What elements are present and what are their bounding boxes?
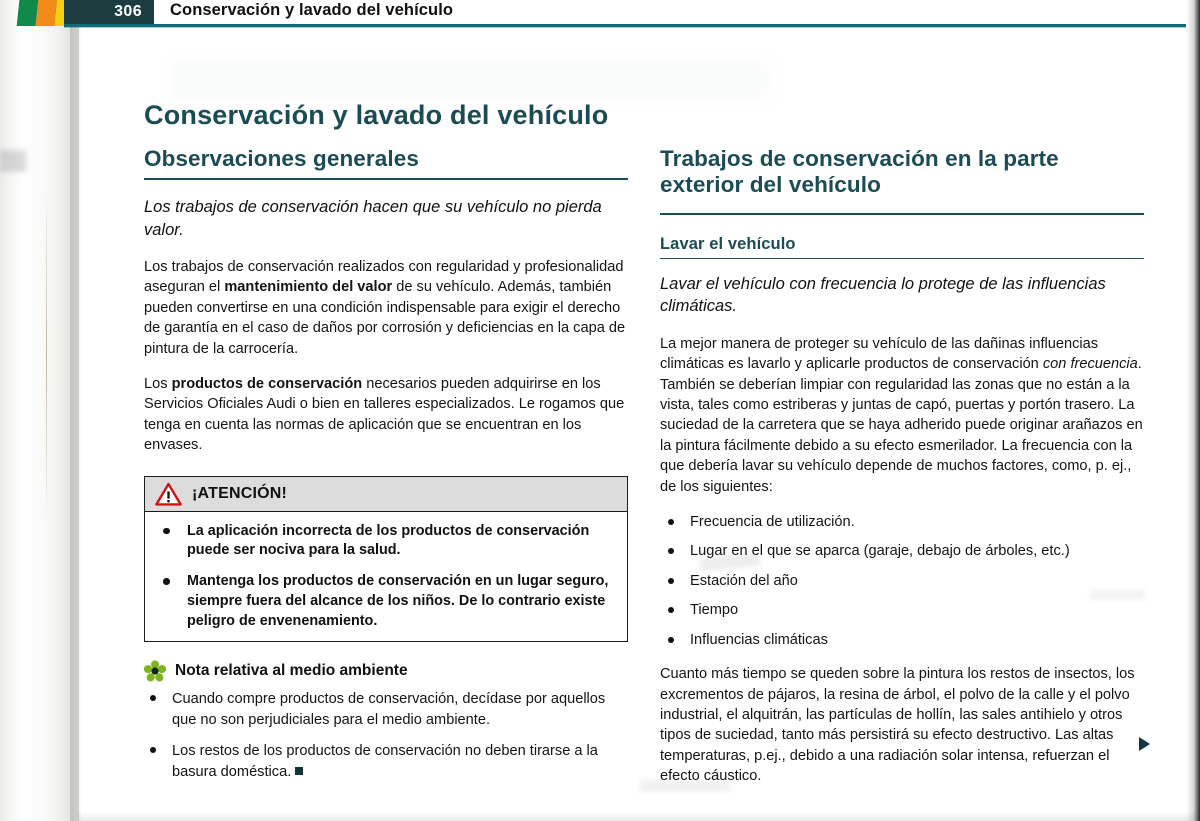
end-of-section-marker [295, 767, 303, 775]
sub-heading-lavar: Lavar el vehículo [660, 234, 796, 253]
lead-paragraph-left: Los trabajos de conservación hacen que su vehículo no pierda valor. [144, 198, 602, 239]
rpara1-italic: con frecuencia [1042, 356, 1138, 373]
para2-part-a: Los [144, 375, 172, 392]
list-item: Estación del año [660, 571, 1144, 591]
page-title: Conservación y lavado del vehículo [144, 100, 609, 131]
para1-part-c: de su vehículo. Además, también pueden convertirse en una condición indispensable para exigir el derecho de garantía en el caso de daños por corrosión y deficiencias en la capa de pintura de la carrocería. [144, 279, 626, 357]
environment-note-title: Nota relativa al medio ambiente [175, 662, 408, 680]
attention-title: ¡ATENCIÓN! [192, 484, 288, 502]
environment-note-list [144, 689, 628, 782]
page-right-edge [1186, 0, 1200, 821]
left-column [144, 146, 628, 793]
environment-note-header [144, 660, 628, 682]
right-column [660, 146, 1144, 802]
para1-part-a: Los trabajos de conservación realizados con regularidad y profesionalidad aseguran el [144, 258, 624, 296]
rpara1-part-c: . También se deberían limpiar con regularidad las zonas que no están a la vista, tales como estriberas y juntas de capó, puertas y portón trasero. La suciedad de la carretera que se haya adherido puede originar arañazos en la pintura fácilmente debido a su efecto esmerilador. La frecuencia con la que debería lavar su vehículo depende de muchos factores, como, p. ej., de los siguientes: [660, 356, 1143, 495]
para2-bold: productos de conservación [171, 375, 363, 392]
section-rule-right [660, 213, 1144, 215]
para1-bold: mantenimiento del valor [224, 279, 393, 296]
list-item: Tiempo [660, 600, 1144, 620]
continuation-arrow-icon [1139, 737, 1150, 751]
environment-note-item-text: Los restos de los productos de conservación no deben tirarse a la basura doméstica. [172, 743, 598, 780]
attention-box [144, 476, 628, 643]
attention-box-header [145, 477, 627, 512]
section-heading-observaciones: Observaciones generales [144, 146, 419, 171]
attention-item: La aplicación incorrecta de los productos de conservación puede ser nociva para la salud. [157, 522, 615, 561]
list-item: Lugar en el que se aparca (garaje, debajo de árboles, etc.) [660, 541, 1144, 561]
environment-note-item: Cuando compre productos de conservación, decídase por aquellos que no son perjudiciales para el medio ambiente. [144, 689, 628, 730]
running-head-title: Conservación y lavado del vehículo [170, 1, 454, 19]
factor-list [660, 512, 1144, 650]
attention-item: Mantenga los productos de conservación en un lugar seguro, siempre fuera del alcance de los niños. De lo contrario existe peligro de envenenamiento. [157, 572, 615, 631]
section-heading-trabajos: Trabajos de conservación en la parte exterior del vehículo [660, 146, 1059, 198]
section-rule-left [144, 178, 628, 180]
environment-note-item [144, 741, 628, 782]
paragraph-efecto-destructivo: Cuanto más tiempo se queden sobre la pintura los restos de insectos, los excrementos de pájaros, la resina de árbol, el polvo de la calle y el polvo industrial, el alquitrán, las partículas de hollín, las sales antihielo y otros tipos de suciedad, tanto más persistirá su efecto destructivo. Las altas temperaturas, p.ej., debido a una radiación solar intensa, refuerzan el efecto cáustico. [660, 666, 1135, 785]
attention-item-list [157, 522, 615, 632]
flower-icon [144, 660, 166, 682]
rpara1-part-a: La mejor manera de proteger su vehículo de las dañinas influencias climáticas es lavarlo y aplicarle productos de conservación [660, 335, 1099, 373]
para2-part-c: necesarios pueden adquirirse en los Servicios Oficiales Audi o bien en talleres especializados. Le rogamos que tenga en cuenta las normas de aplicación que se encuentran en los envases. [144, 375, 625, 454]
lead-paragraph-right: Lavar el vehículo con frecuencia lo protege de las influencias climáticas. [660, 275, 1106, 316]
paragraph-productos-conservacion [144, 374, 628, 456]
paragraph-conservacion-regularidad [144, 257, 628, 359]
attention-box-body [145, 512, 627, 642]
warning-triangle-icon [155, 482, 182, 506]
list-item: Frecuencia de utilización. [660, 512, 1144, 532]
sub-heading-rule [660, 258, 1144, 260]
page-bottom-edge [78, 811, 1200, 821]
page-number: 306 [114, 3, 142, 20]
environment-note [144, 660, 628, 782]
list-item: Influencias climáticas [660, 630, 1144, 650]
paragraph-proteger-vehiculo [660, 334, 1144, 497]
